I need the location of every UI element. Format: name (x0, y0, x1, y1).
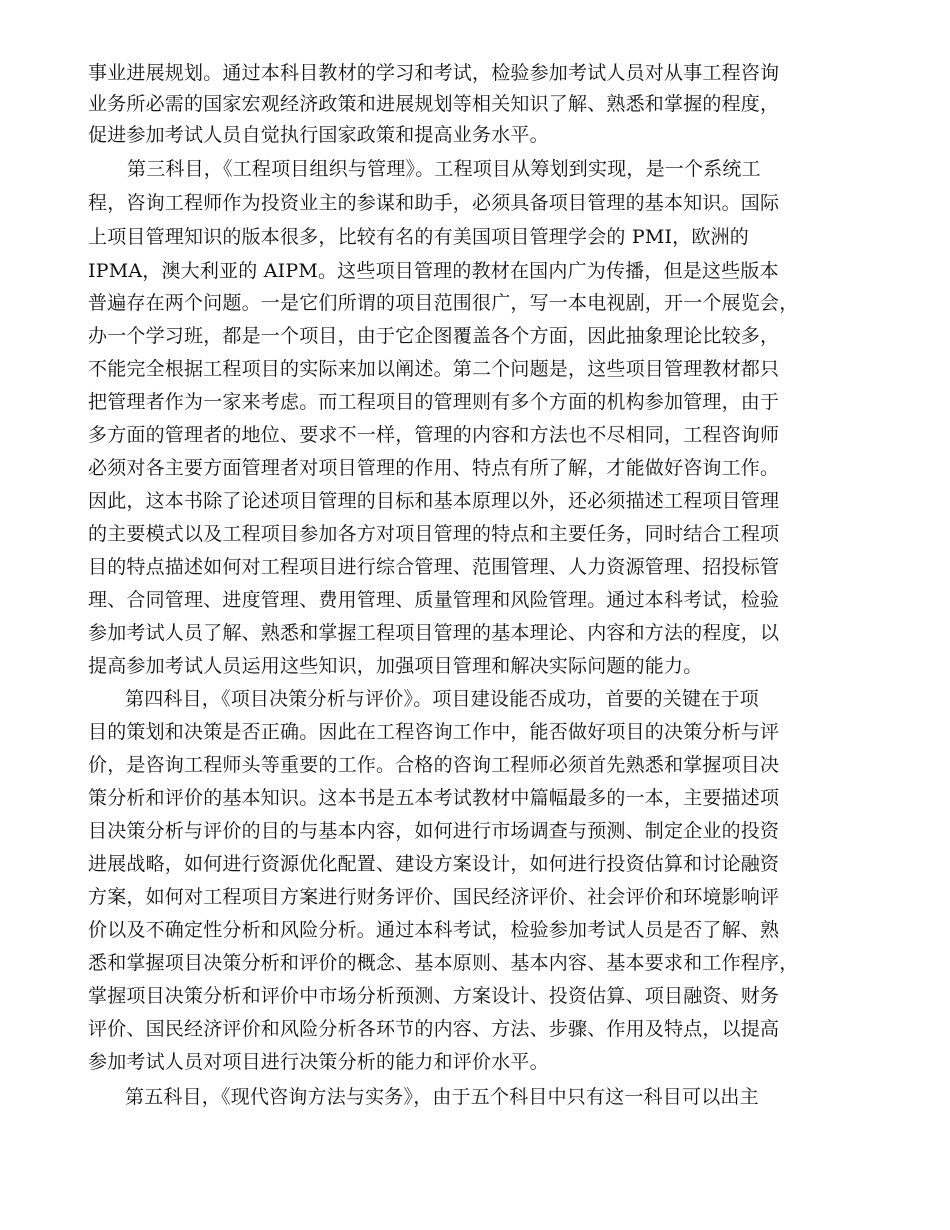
text-line: 的主要模式以及工程项目参加各方对项目管理的特点和主要任务，同时结合工程项 (88, 523, 780, 545)
text-line: 促进参加考试人员自觉执行国家政策和提高业务水平。 (88, 124, 549, 146)
text-line: 参加考试人员了解、熟悉和掌握工程项目管理的基本理论、内容和方法的程度，以 (88, 622, 780, 644)
text-line: 因此，这本书除了论述项目管理的目标和基本原理以外，还必须描述工程项目管理 (88, 490, 780, 512)
text-line: IPMA，澳大利亚的 AIPM。这些项目管理的教材在国内广为传播，但是这些版本 (88, 260, 779, 282)
text-line: 策分析和评价的基本知识。这本书是五本考试教材中篇幅最多的一本，主要描述项 (88, 787, 780, 809)
text-line: 价，是咨询工程师头等重要的工作。合格的咨询工程师必须首先熟悉和掌握项目决 (88, 754, 780, 776)
text-line: 目决策分析与评价的目的与基本内容，如何进行市场调查与预测、制定企业的投资 (88, 820, 780, 842)
text-line: 提高参加考试人员运用这些知识，加强项目管理和解决实际问题的能力。 (88, 655, 703, 677)
text-line: 方案，如何对工程项目方案进行财务评价、国民经济评价、社会评价和环境影响评 (88, 886, 780, 908)
text-line: 评价、国民经济评价和风险分析各环节的内容、方法、步骤、作用及特点，以提高 (88, 1018, 780, 1040)
text-line: 目的策划和决策是否正确。因此在工程咨询工作中，能否做好项目的决策分析与评 (88, 721, 780, 743)
text-line: 参加考试人员对项目进行决策分析的能力和评价水平。 (88, 1051, 549, 1073)
text-line: 悉和掌握项目决策分析和评价的概念、基本原则、基本内容、基本要求和工作程序， (88, 952, 799, 974)
text-line: 进展战略，如何进行资源优化配置、建设方案设计，如何进行投资估算和讨论融资 (88, 853, 780, 875)
text-line: 目的特点描述如何对工程项目进行综合管理、范围管理、人力资源管理、招投标管 (88, 556, 780, 578)
text-line: 上项目管理知识的版本很多，比较有名的有美国项目管理学会的 PMI，欧洲的 (88, 226, 749, 248)
text-line: 业务所必需的国家宏观经济政策和进展规划等相关知识了解、熟悉和掌握的程度， (88, 93, 780, 115)
text-line: 办一个学习班，都是一个项目，由于它企图覆盖各个方面，因此抽象理论比较多， (88, 325, 780, 347)
text-line: 第五科目，《现代咨询方法与实务》，由于五个科目中只有这一科目可以出主 (125, 1086, 759, 1108)
text-line: 把管理者作为一家来考虑。而工程项目的管理则有多个方面的机构参加管理，由于 (88, 391, 780, 413)
text-line: 第四科目，《项目决策分析与评价》。项目建设能否成功，首要的关键在于项 (125, 688, 759, 710)
text-line: 理、合同管理、进度管理、费用管理、质量管理和风险管理。通过本科考试，检验 (88, 589, 780, 611)
text-line: 必须对各主要方面管理者对项目管理的作用、特点有所了解，才能做好咨询工作。 (88, 457, 780, 479)
text-line: 多方面的管理者的地位、要求不一样，管理的内容和方法也不尽相同，工程咨询师 (88, 424, 780, 446)
text-line: 价以及不确定性分析和风险分析。通过本科考试，检验参加考试人员是否了解、熟 (88, 919, 780, 941)
text-line: 程，咨询工程师作为投资业主的参谋和助手，必须具备项目管理的基本知识。国际 (88, 192, 780, 214)
text-line: 事业进展规划。通过本科目教材的学习和考试，检验参加考试人员对从事工程咨询 (88, 62, 780, 84)
text-line: 第三科目，《工程项目组织与管理》。工程项目从筹划到实现，是一个系统工 (127, 158, 761, 180)
text-line: 掌握项目决策分析和评价中市场分析预测、方案设计、投资估算、项目融资、财务 (88, 985, 780, 1007)
text-line: 不能完全根据工程项目的实际来加以阐述。第二个问题是，这些项目管理教材都只 (88, 358, 780, 380)
text-line: 普遍存在两个问题。一是它们所谓的项目范围很广，写一本电视剧，开一个展览会， (88, 292, 799, 314)
